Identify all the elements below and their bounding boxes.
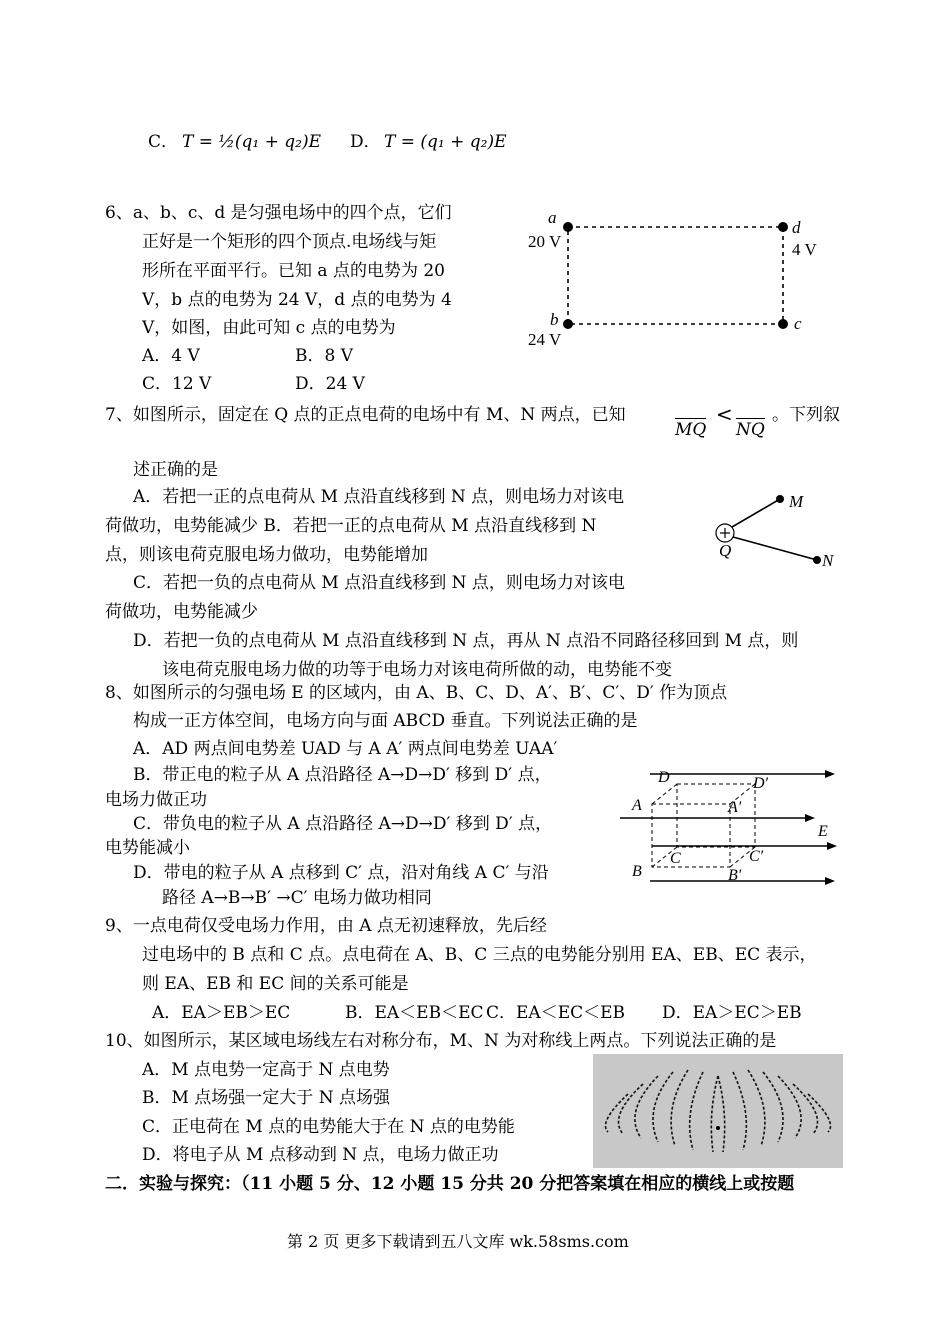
q6-option-b: B．8 V bbox=[295, 346, 353, 366]
point-c bbox=[778, 319, 788, 329]
label-cube-d: D bbox=[658, 769, 670, 786]
label-cube-b-prime: B′ bbox=[728, 867, 742, 884]
q7-fraction-mq: MQ bbox=[675, 420, 707, 440]
q6-line-4: V，b 点的电势为 24 V，d 点的电势为 4 bbox=[142, 290, 452, 310]
point-b bbox=[563, 319, 573, 329]
label-m: M bbox=[789, 492, 804, 511]
label-n: N bbox=[822, 551, 834, 570]
q7-text-7: 该电荷克服电场力做的功等于电场力对该电荷所做的动，电势能不变 bbox=[162, 660, 672, 680]
label-cube-c: C bbox=[670, 850, 681, 867]
point-m bbox=[776, 495, 784, 503]
q9-option-c: C．EA＜EC＜EB bbox=[486, 1003, 626, 1023]
q6-option-d: D．24 V bbox=[295, 374, 365, 394]
q10-option-a: A．M 点电势一定高于 N 点电势 bbox=[142, 1060, 390, 1080]
q6-line-5: V，如图，由此可知 c 点的电势为 bbox=[142, 318, 396, 338]
section-2-heading: 二．实验与探究：（11 小题 5 分、12 小题 15 分共 20 分把答案填在相应的横线上或按题 bbox=[105, 1174, 795, 1194]
label-field-e: E bbox=[818, 823, 828, 840]
q9-line-3: 则 EA、EB 和 EC 间的关系可能是 bbox=[142, 974, 409, 994]
q10-option-c: C．正电荷在 M 点的电势能大于在 N 点的电势能 bbox=[142, 1117, 515, 1137]
q5-option-d-label: D． bbox=[350, 132, 381, 152]
label-b: b bbox=[550, 310, 559, 329]
q7-stem: 7、如图所示，固定在 Q 点的正点电荷的电场中有 M、N 两点，已知 bbox=[105, 405, 626, 425]
q10-field-lines-figure bbox=[593, 1054, 843, 1168]
q6-line-1: 6、a、b、c、d 是匀强电场中的四个点，它们 bbox=[105, 203, 452, 223]
point-n bbox=[813, 556, 821, 564]
q9-option-a: A．EA＞EB＞EC bbox=[152, 1003, 291, 1023]
q10-stem: 10、如图所示，某区域电场线左右对称分布，M、N 为对称线上两点。下列说法正确的是 bbox=[105, 1031, 777, 1051]
q7-text-3: 点，则该电荷克服电场力做功，电势能增加 bbox=[105, 545, 428, 565]
q8-line-8: D．带电的粒子从 A 点移到 C′ 点，沿对角线 A C′ 与沿 bbox=[133, 863, 549, 883]
label-d: d bbox=[792, 218, 801, 237]
q7-line-2: 述正确的是 bbox=[133, 460, 218, 480]
label-q: Q bbox=[719, 541, 732, 560]
q9-line-1: 9、一点电荷仅受电场力作用，由 A 点无初速释放，先后经 bbox=[105, 916, 547, 936]
q9-option-d: D．EA＞EC＞EB bbox=[662, 1003, 802, 1023]
label-cube-c-prime: C′ bbox=[749, 848, 764, 865]
point-d bbox=[778, 222, 788, 232]
q8-line-2: 构成一正方体空间，电场方向与面 ABCD 垂直。下列说法正确的是 bbox=[133, 711, 638, 731]
q6-option-c: C．12 V bbox=[142, 374, 212, 394]
q6-line-3: 形所在平面平行。已知 a 点的电势为 20 bbox=[142, 261, 445, 281]
q7-text-1: A．若把一正的点电荷从 M 点沿直线移到 N 点，则电场力对该电 bbox=[133, 487, 625, 507]
q6-option-a: A．4 V bbox=[142, 346, 200, 366]
point-a bbox=[563, 222, 573, 232]
q7-text-5: 荷做功，电势能减少 bbox=[105, 602, 258, 622]
q8-line-9: 路径 A→B→B′ →C′ 电场力做功相同 bbox=[162, 888, 432, 908]
q7-charge-figure bbox=[700, 485, 850, 575]
point-m-marker bbox=[716, 1126, 720, 1130]
q10-option-b: B．M 点场强一定大于 N 点场强 bbox=[142, 1088, 390, 1108]
q8-line-1: 8、如图所示的匀强电场 E 的区域内，由 A、B、C、D、A′、B′、C′、D′ 作为顶点 bbox=[105, 683, 728, 703]
label-cube-a: A bbox=[632, 797, 642, 814]
label-cube-a-prime: A′ bbox=[728, 799, 742, 816]
q8-cube-figure bbox=[610, 760, 850, 890]
label-cube-b: B bbox=[632, 863, 642, 880]
label-b-voltage: 24 V bbox=[528, 330, 562, 349]
label-c: c bbox=[794, 314, 802, 333]
q7-fraction-nq: NQ bbox=[736, 420, 765, 440]
q6-rectangle-figure bbox=[520, 200, 830, 360]
q9-line-2: 过电场中的 B 点和 C 点。点电荷在 A、B、C 三点的电势能分别用 EA、EB、EC 表示， bbox=[142, 945, 817, 965]
q5-option-c-formula: T = ½(q₁ + q₂)E bbox=[182, 132, 321, 152]
q7-text-6: D．若把一负的点电荷从 M 点沿直线移到 N 点，再从 N 点沿不同路径移回到 M 点，则 bbox=[133, 631, 799, 651]
label-a: a bbox=[548, 208, 557, 227]
q8-line-7: 电势能减小 bbox=[105, 838, 190, 858]
page-footer: 第 2 页 更多下载请到五八文库 wk.58sms.com bbox=[287, 1232, 629, 1251]
q8-line-4: B．带正电的粒子从 A 点沿路径 A→D→D′ 移到 D′ 点， bbox=[133, 765, 552, 785]
q5-option-c-label: C． bbox=[148, 132, 179, 152]
q5-option-d-formula: T = (q₁ + q₂)E bbox=[384, 132, 507, 152]
q7-text-2: 荷做功，电势能减少 B．若把一正的点电荷从 M 点沿直线移到 N bbox=[105, 516, 597, 536]
q7-less-than: < bbox=[716, 402, 733, 426]
q8-line-5: 电场力做正功 bbox=[105, 790, 207, 810]
label-cube-d-prime: D′ bbox=[753, 775, 769, 792]
q9-option-b: B．EA＜EB＜EC bbox=[345, 1003, 484, 1023]
q7-stem-end: 。下列叙 bbox=[772, 405, 840, 425]
q8-line-6: C．带负电的粒子从 A 点沿路径 A→D→D′ 移到 D′ 点， bbox=[133, 814, 553, 834]
label-d-voltage: 4 V bbox=[792, 240, 817, 259]
q6-line-2: 正好是一个矩形的四个顶点.电场线与矩 bbox=[142, 232, 437, 252]
q7-text-4: C．若把一负的点电荷从 M 点沿直线移到 N 点，则电场力对该电 bbox=[133, 573, 625, 593]
label-a-voltage: 20 V bbox=[528, 232, 562, 251]
q8-line-3: A．AD 两点间电势差 UAD 与 A A′ 两点间电势差 UAA′ bbox=[133, 739, 558, 759]
q10-option-d: D．将电子从 M 点移动到 N 点，电场力做正功 bbox=[142, 1145, 499, 1165]
